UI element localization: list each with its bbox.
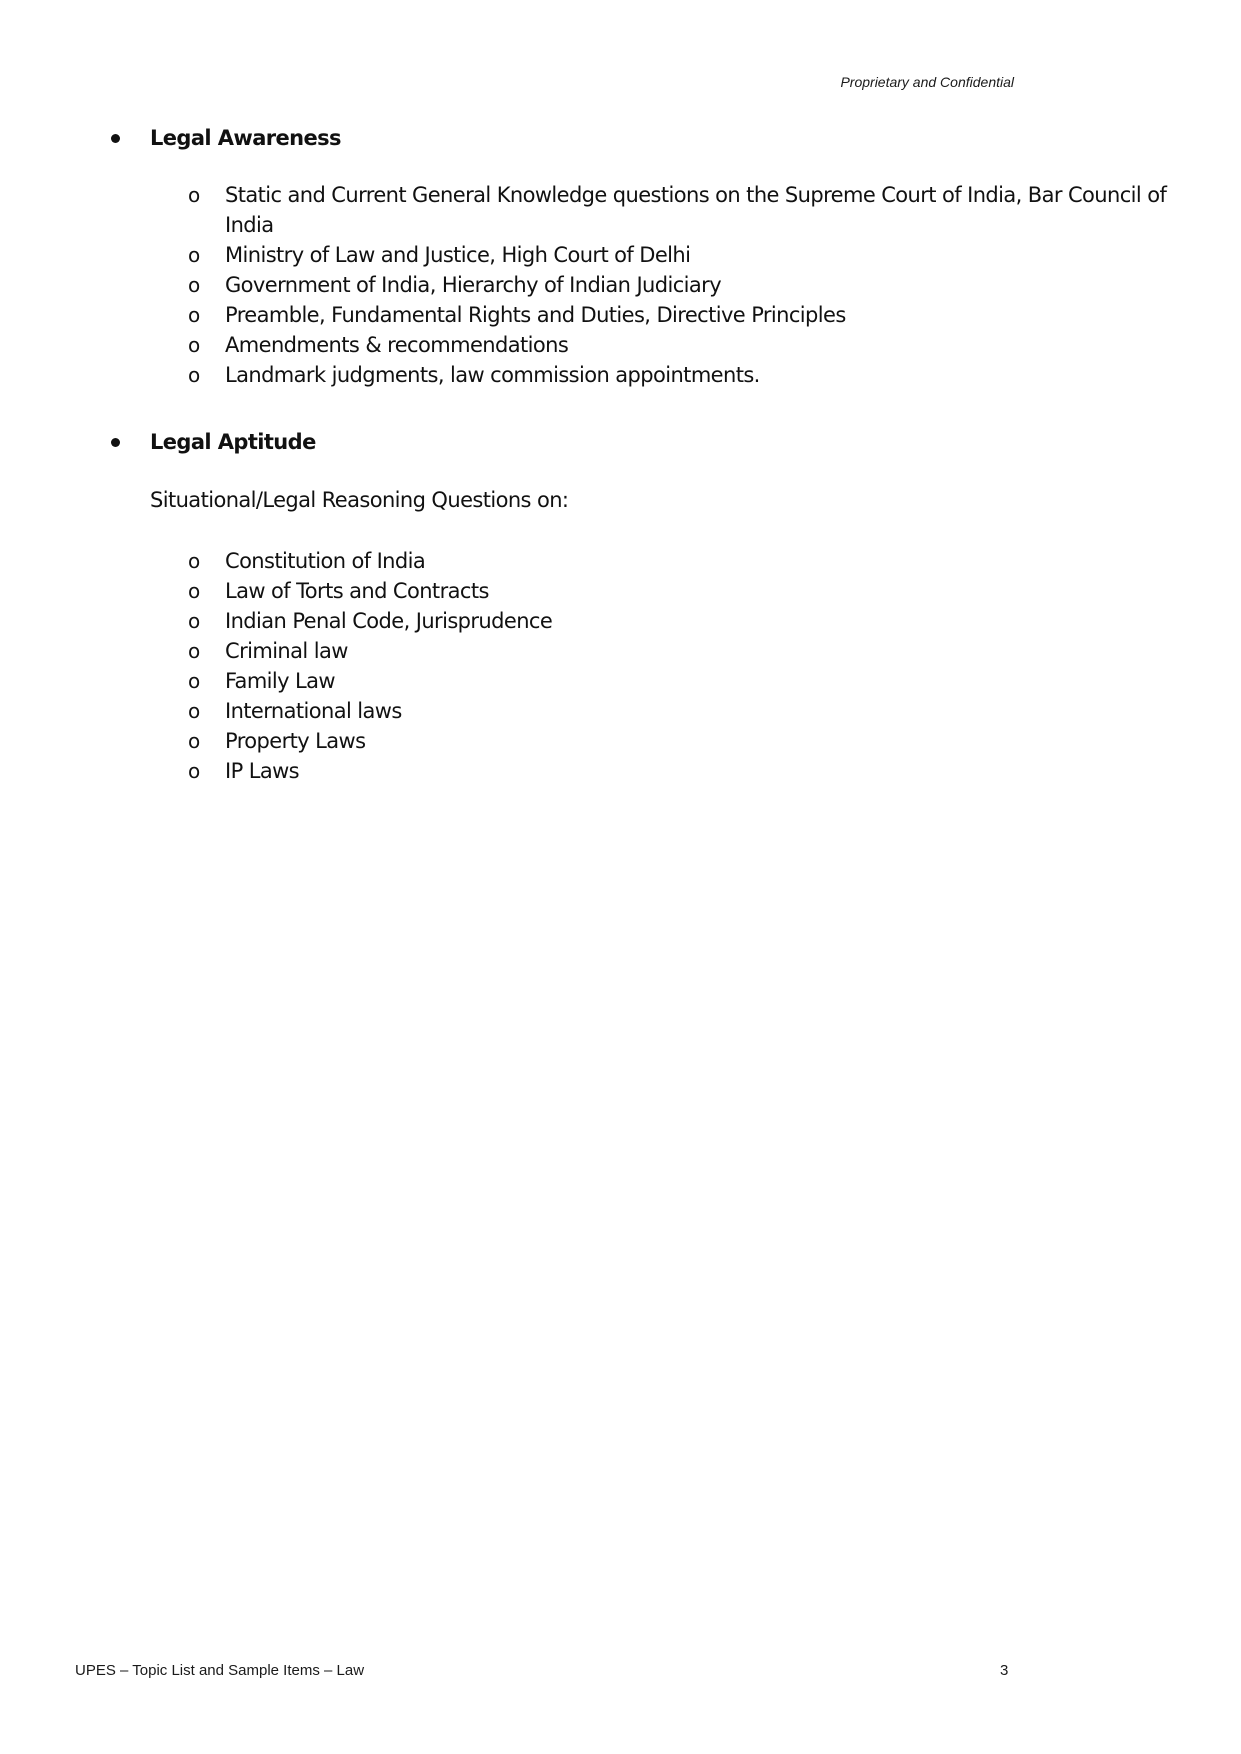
list-item <box>0 636 1241 666</box>
list-item-text: Family Law <box>225 669 335 693</box>
list-item-text: Criminal law <box>225 639 348 663</box>
circle-bullet-icon: o <box>188 303 200 327</box>
list-item <box>0 240 1241 270</box>
list-item <box>0 270 1241 300</box>
list-item-text: Landmark judgments, law commission appointments. <box>225 363 760 387</box>
list-item-text: Law of Torts and Contracts <box>225 579 489 603</box>
circle-bullet-icon: o <box>188 669 200 693</box>
circle-bullet-icon: o <box>188 549 200 573</box>
circle-bullet-icon: o <box>188 333 200 357</box>
list-item-text: Constitution of India <box>225 549 426 573</box>
list-item <box>0 300 1241 330</box>
circle-bullet-icon: o <box>188 273 200 297</box>
circle-bullet-icon: o <box>188 699 200 723</box>
circle-bullet-icon: o <box>188 183 200 207</box>
bullet-icon <box>111 134 120 143</box>
legal-aptitude-list <box>0 546 1241 786</box>
list-item <box>0 726 1241 756</box>
circle-bullet-icon: o <box>188 243 200 267</box>
list-item <box>0 330 1241 360</box>
list-item <box>0 606 1241 636</box>
list-item-text: Static and Current General Knowledge questions on the Supreme Court of India, Bar Council of India <box>225 183 1167 237</box>
confidential-header: Proprietary and Confidential <box>840 74 1014 90</box>
list-item <box>0 360 1241 390</box>
list-item-text: Preamble, Fundamental Rights and Duties, Directive Principles <box>225 303 846 327</box>
list-item-text: International laws <box>225 699 402 723</box>
list-item <box>0 756 1241 786</box>
list-item-text: Property Laws <box>225 729 366 753</box>
list-item <box>0 546 1241 576</box>
bullet-icon <box>111 438 120 447</box>
list-item <box>0 180 1241 240</box>
circle-bullet-icon: o <box>188 729 200 753</box>
page-number: 3 <box>1000 1662 1009 1679</box>
circle-bullet-icon: o <box>188 759 200 783</box>
list-item <box>0 696 1241 726</box>
legal-aptitude-heading-row <box>0 430 1241 460</box>
legal-aptitude-section <box>0 430 1241 783</box>
list-item-text: Amendments & recommendations <box>225 333 569 357</box>
list-item <box>0 576 1241 606</box>
circle-bullet-icon: o <box>188 363 200 387</box>
list-item-text: IP Laws <box>225 759 300 783</box>
list-item-text: Ministry of Law and Justice, High Court of Delhi <box>225 243 691 267</box>
list-item-text: Indian Penal Code, Jurisprudence <box>225 609 553 633</box>
legal-awareness-list <box>0 180 1241 390</box>
legal-awareness-heading: Legal Awareness <box>150 126 341 150</box>
legal-aptitude-heading: Legal Aptitude <box>150 430 316 454</box>
legal-awareness-heading-row <box>0 126 1241 156</box>
circle-bullet-icon: o <box>188 579 200 603</box>
list-item-text: Government of India, Hierarchy of Indian Judiciary <box>225 273 722 297</box>
circle-bullet-icon: o <box>188 609 200 633</box>
list-item <box>0 666 1241 696</box>
legal-aptitude-intro: Situational/Legal Reasoning Questions on: <box>150 488 569 512</box>
circle-bullet-icon: o <box>188 639 200 663</box>
legal-awareness-section <box>0 126 1241 387</box>
footer-title: UPES – Topic List and Sample Items – Law <box>75 1662 365 1679</box>
